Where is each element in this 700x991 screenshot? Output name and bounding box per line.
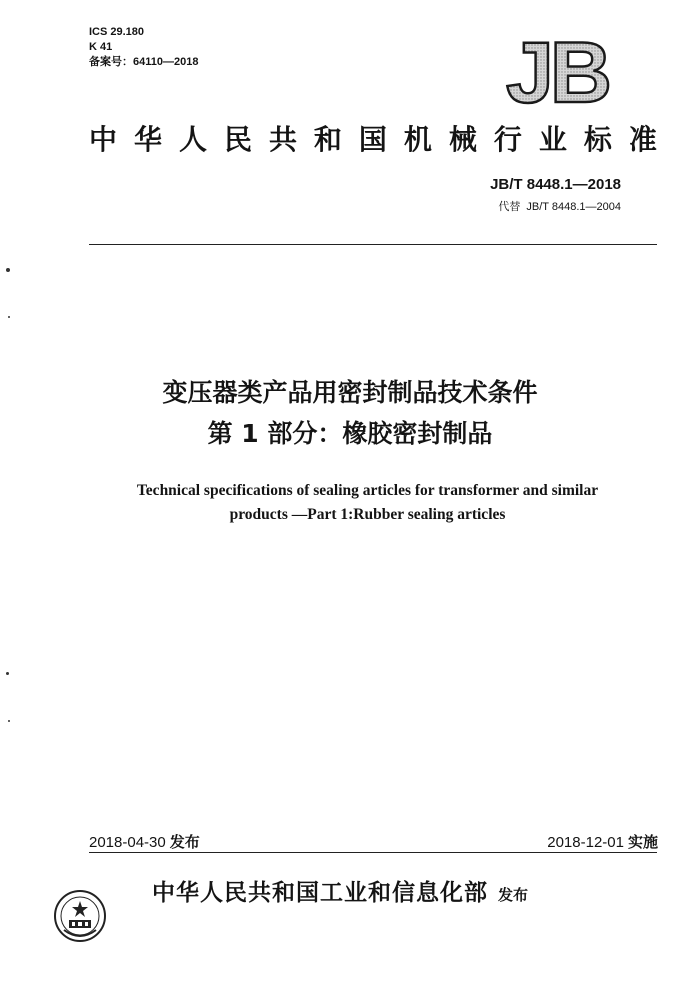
footer-divider bbox=[89, 852, 657, 853]
national-emblem-icon bbox=[52, 888, 108, 944]
classification-codes bbox=[89, 25, 198, 70]
standard-category-char: 人 bbox=[178, 123, 207, 156]
title-en-line1: Technical specifications of sealing articles for transformer and similar bbox=[136, 482, 599, 499]
implementation-date-block bbox=[547, 831, 658, 852]
title-en bbox=[0, 479, 700, 527]
replaces-number: JB/T 8448.1—2004 bbox=[526, 201, 621, 213]
issuing-authority bbox=[152, 874, 528, 907]
standard-category-char: 业 bbox=[538, 123, 567, 156]
standard-category-char: 共 bbox=[268, 123, 297, 156]
standard-category-char: 行 bbox=[493, 123, 522, 156]
standard-category-char: 机 bbox=[403, 123, 432, 156]
standard-category-title bbox=[89, 122, 657, 158]
header-divider bbox=[89, 244, 657, 245]
issue-date-block bbox=[89, 831, 200, 852]
standard-category-char: 华 bbox=[133, 123, 162, 156]
standard-category-char: 械 bbox=[448, 123, 477, 156]
standard-category-char: 民 bbox=[223, 123, 252, 156]
title-cn-line2: 第 1 部分：橡胶密封制品 bbox=[207, 419, 493, 448]
title-cn-line1: 变压器类产品用密封制品技术条件 bbox=[162, 378, 538, 407]
standard-category-char: 准 bbox=[628, 123, 657, 156]
issuer-name: 中华人民共和国工业和信息化部 bbox=[152, 880, 488, 906]
issue-label: 发布 bbox=[169, 833, 200, 851]
scan-speck bbox=[6, 672, 9, 675]
issuer-suffix: 发布 bbox=[498, 886, 529, 904]
standard-category-char: 国 bbox=[358, 123, 387, 156]
title-en-line2: products —Part 1:Rubber sealing articles bbox=[229, 506, 506, 523]
scan-speck bbox=[6, 268, 10, 272]
scan-speck bbox=[8, 316, 10, 318]
standard-category-char: 标 bbox=[583, 123, 612, 156]
replaces-label: 代替 bbox=[498, 200, 521, 213]
ics-code: ICS 29.180 bbox=[89, 26, 145, 38]
standard-category-char: 和 bbox=[313, 123, 342, 156]
standard-category-char: 中 bbox=[89, 123, 118, 156]
replaces-line bbox=[498, 198, 621, 214]
issue-date: 2018-04-30 bbox=[89, 834, 166, 851]
scan-speck bbox=[8, 720, 10, 722]
logo-text: JB bbox=[506, 32, 608, 108]
filing-number: 备案号：64110—2018 bbox=[89, 56, 199, 68]
implementation-date: 2018-12-01 bbox=[547, 834, 624, 851]
standard-number: JB/T 8448.1—2018 bbox=[490, 176, 621, 193]
ccs-code: K 41 bbox=[89, 41, 113, 53]
implementation-label: 实施 bbox=[627, 833, 658, 851]
jb-logo bbox=[492, 32, 622, 108]
